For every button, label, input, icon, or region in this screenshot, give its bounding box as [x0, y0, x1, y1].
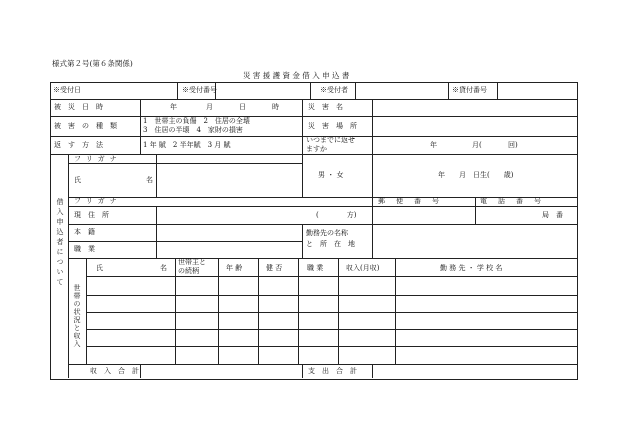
domicile-label: 本 籍 [74, 228, 95, 236]
disaster-location-label: 災 害 場 所 [308, 122, 357, 130]
household-row[interactable] [87, 347, 577, 363]
address-suffix: ( 方) [316, 211, 357, 219]
column-age: 年 齢 [226, 264, 243, 272]
expense-total-label: 支 出 合 計 [308, 367, 357, 375]
income-total-label: 収 入 合 計 [90, 367, 139, 375]
household-row[interactable] [87, 277, 577, 294]
occupation-field[interactable] [157, 242, 302, 258]
column-name-1: 氏 [96, 264, 103, 272]
postal-code-field[interactable] [373, 207, 474, 223]
loan-application-form [50, 82, 578, 380]
date-unit-day: 日 [239, 103, 246, 111]
column-income: 収入(月収) [346, 264, 380, 272]
name-label-end: 名 [146, 176, 153, 184]
damage-type-label: 被 害 の 種 類 [54, 122, 117, 130]
household-row[interactable] [87, 330, 577, 345]
applicant-section-label: 借入申込者について [56, 198, 64, 288]
received-date-label: ※受付日 [53, 86, 81, 94]
workplace-label-1: 勤務先の名称 [306, 229, 348, 237]
received-by-label: ※受付者 [320, 86, 348, 94]
repayment-deadline-label-1: いつまでに返せ [306, 136, 355, 144]
domicile-field[interactable] [157, 225, 302, 241]
occupation-label: 職 業 [74, 245, 95, 253]
income-total-field[interactable] [141, 365, 301, 377]
applicant-name-field[interactable] [157, 164, 302, 197]
deadline-unit-times: 回) [508, 141, 518, 149]
date-unit-hour: 時 [272, 103, 279, 111]
damage-type-options-2: 3 住居の半壊 4 家財の損害 [143, 126, 243, 134]
area-code-label: 局 番 [542, 211, 563, 219]
furigana-label-1: フリガナ [74, 155, 122, 163]
repayment-method-label: 返 す 方 法 [54, 141, 103, 149]
deadline-unit-year: 年 [430, 141, 437, 149]
workplace-label-2: と 所 在 地 [306, 240, 355, 248]
expense-total-field[interactable] [373, 365, 576, 377]
column-relation-1: 世帯主と [178, 258, 206, 266]
workplace-field[interactable] [373, 225, 576, 258]
phone-number-label: 電 話 番 号 [480, 197, 543, 205]
column-workplace: 勤 務 先 ・ 学 校 名 [440, 264, 503, 272]
household-section-label: 世帯の状況と収入 [73, 284, 81, 348]
column-health: 健 否 [266, 264, 283, 272]
disaster-location-field[interactable] [373, 117, 576, 135]
repayment-deadline-label-2: ますか [306, 145, 327, 153]
furigana-label-2: フリガナ [74, 197, 122, 205]
birthdate-field[interactable]: 年 月 日生( 歳) [438, 171, 514, 179]
deadline-unit-month: 月( [472, 141, 482, 149]
date-unit-month: 月 [206, 103, 213, 111]
column-occupation: 職 業 [307, 264, 324, 272]
column-name-2: 名 [160, 264, 167, 272]
disaster-name-label: 災 害 名 [308, 103, 343, 111]
form-title: 災 害 援 護 資 金 借 入 申 込 書 [243, 71, 350, 80]
name-label: 氏 [74, 176, 81, 184]
disaster-date-label: 被 災 日 時 [54, 103, 103, 111]
gender-options[interactable]: 男 ・ 女 [318, 171, 344, 179]
loan-number-label: ※貸付番号 [452, 86, 487, 94]
column-relation-2: の続柄 [178, 267, 199, 275]
household-row[interactable] [87, 296, 577, 311]
address-label: 現 住 所 [74, 211, 109, 219]
received-number-label: ※受付番号 [182, 86, 217, 94]
postal-code-label: 郵 便 番 号 [378, 197, 441, 205]
form-number: 様式第２号(第６条関係) [52, 59, 133, 68]
household-row[interactable] [87, 313, 577, 328]
disaster-name-field[interactable] [373, 100, 576, 115]
repayment-method-options: 1 年 賦 2 半年賦 3 月 賦 [143, 141, 231, 149]
damage-type-options-1: 1 世帯主の負傷 2 住居の全壊 [143, 117, 250, 125]
date-unit-year: 年 [170, 103, 177, 111]
